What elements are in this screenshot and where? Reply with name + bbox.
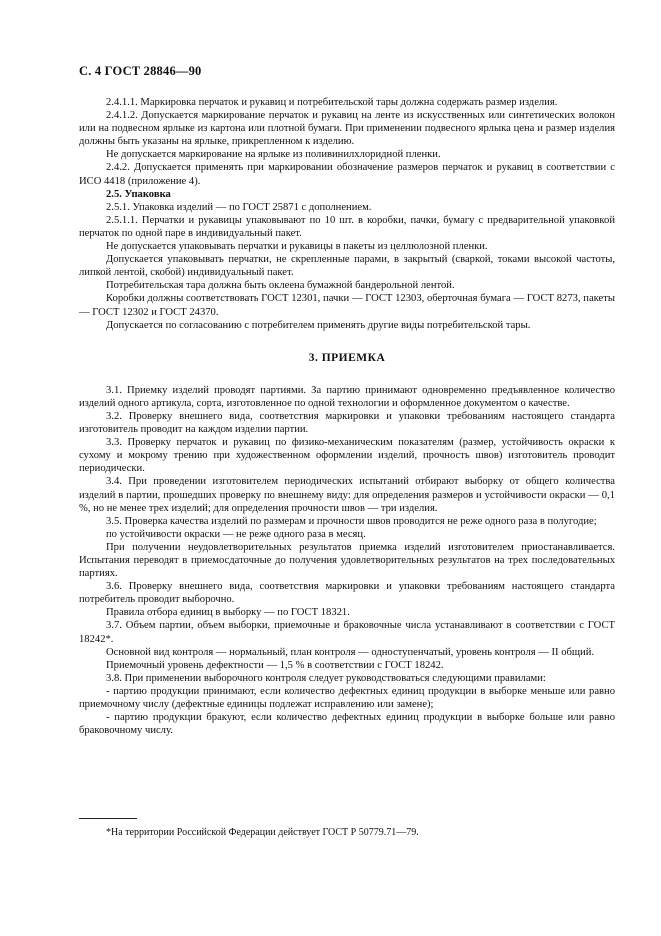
paragraph: 2.5.1.1. Перчатки и рукавицы упаковывают по 10 шт. в коробки, пачки, бумагу с предварительной упаковкой перчаток по одной паре в индивидуальный пакет.	[79, 214, 615, 239]
paragraph: 3.7. Объем партии, объем выборки, приемочные и браковочные числа устанавливают в соответствии с ГОСТ 18242*.	[79, 620, 615, 645]
paragraph: Допускается упаковывать перчатки, не скрепленные парами, в закрытый (сваркой, токами высокой частоты, липкой лентой, скобой) индивидуальный пакет.	[79, 254, 615, 279]
paragraph: 3.2. Проверку внешнего вида, соответствия маркировки и упаковки требованиям настоящего стандарта изготовитель проводит на каждом изделии партии.	[79, 410, 615, 436]
paragraph: Правила отбора единиц в выборку — по ГОСТ 18321.	[106, 607, 350, 619]
paragraph: 2.5.1. Упаковка изделий — по ГОСТ 25871 с дополнением.	[106, 201, 372, 213]
paragraph: по устойчивости окраски — не реже одного раза в месяц.	[106, 528, 366, 540]
page-header: С. 4 ГОСТ 28846—90	[79, 64, 202, 78]
footnote: *На территории Российской Федерации действует ГОСТ Р 50779.71—79.	[106, 827, 419, 838]
paragraph: Основной вид контроля — нормальный, план контроля — одноступенчатый, уровень контроля — II общий.	[106, 646, 595, 658]
paragraph: 3.5. Проверка качества изделий по размерам и прочности швов проводится не реже одного раза в полугодие;	[106, 515, 597, 527]
paragraph: 2.4.2. Допускается применять при маркировании обозначение размеров перчаток и рукавиц в соответствии с ИСО 4418 (приложение 4).	[79, 162, 615, 187]
paragraph: Приемочный уровень дефектности — 1,5 % в соответствии с ГОСТ 18242.	[106, 659, 444, 671]
paragraph: Допускается по согласованию с потребителем применять другие виды потребительской тары.	[106, 319, 531, 331]
footnote-divider	[79, 818, 137, 819]
chapter-title: 3. ПРИЕМКА	[308, 351, 386, 364]
paragraph: - партию продукции бракуют, если количество дефектных единиц продукции в выборке больше или равно браковочному числу.	[79, 712, 615, 737]
paragraph: 2.4.1.2. Допускается маркирование перчаток и рукавиц на ленте из искусственных или синтетических волокон или на подвесном ярлыке из картона или плотной бумаги. При применении подвесного ярлыка цена и размер изделия должны быть указаны на ярлыке, прикрепленном к изделию.	[79, 110, 615, 148]
paragraph: Не допускается упаковывать перчатки и рукавицы в пакеты из целлюлозной пленки.	[106, 241, 488, 253]
paragraph: Коробки должны соответствовать ГОСТ 12301, пачки — ГОСТ 12303, оберточная бумага — ГОСТ 8273, пакеты — ГОСТ 12302 и ГОСТ 24370.	[79, 293, 615, 318]
paragraph: Потребительская тара должна быть оклеена бумажной бандерольной лентой.	[106, 280, 455, 292]
paragraph: 3.6. Проверку внешнего вида, соответствия маркировки и упаковки требованиям настоящего стандарта потребитель проводит выборочно.	[79, 581, 615, 606]
paragraph: 3.1. Приемку изделий проводят партиями. За партию принимают одновременно предъявленное количество изделий одного артикула, сорта, изготовленное по одной технологии и оформленное документом о качестве.	[79, 384, 615, 409]
paragraph: Не допускается маркирование на ярлыке из поливинилхлоридной пленки.	[106, 149, 441, 161]
paragraph: 3.4. При проведении изготовителем периодических испытаний отбирают выборку от общего количества изделий в партии, прошедших проверку по внешнему виду: для определения размеров и устойчивости окраски — 0,1 %, но не менее трех изделий; для определения прочности швов — три изделия.	[79, 476, 615, 514]
section-heading: 2.5. Упаковка	[106, 188, 171, 200]
paragraph: 3.3. Проверку перчаток и рукавиц по физико-механическим показателям (размер, устойчивость окраски к сухому и мокрому трению при художественном оформлении изделий, прочность швов) изготовитель проводит периодически.	[79, 437, 615, 475]
paragraph: 2.4.1.1. Маркировка перчаток и рукавиц и потребительской тары должна содержать размер изделия.	[106, 97, 558, 108]
paragraph: - партию продукции принимают, если количество дефектных единиц продукции в выборке меньше или равно приемочному числу (дефектные единицы подлежат исправлению или замене);	[79, 685, 615, 711]
paragraph: 3.8. При применении выборочного контроля следует руководствоваться следующими правилами:	[106, 672, 546, 684]
document-body	[79, 96, 615, 737]
paragraph: При получении неудовлетворительных результатов приемка изделий изготовителем приостанавливается. Испытания переводят в приемосдаточные до получения удовлетворительных результатов на трех последовательных партиях.	[79, 541, 615, 580]
